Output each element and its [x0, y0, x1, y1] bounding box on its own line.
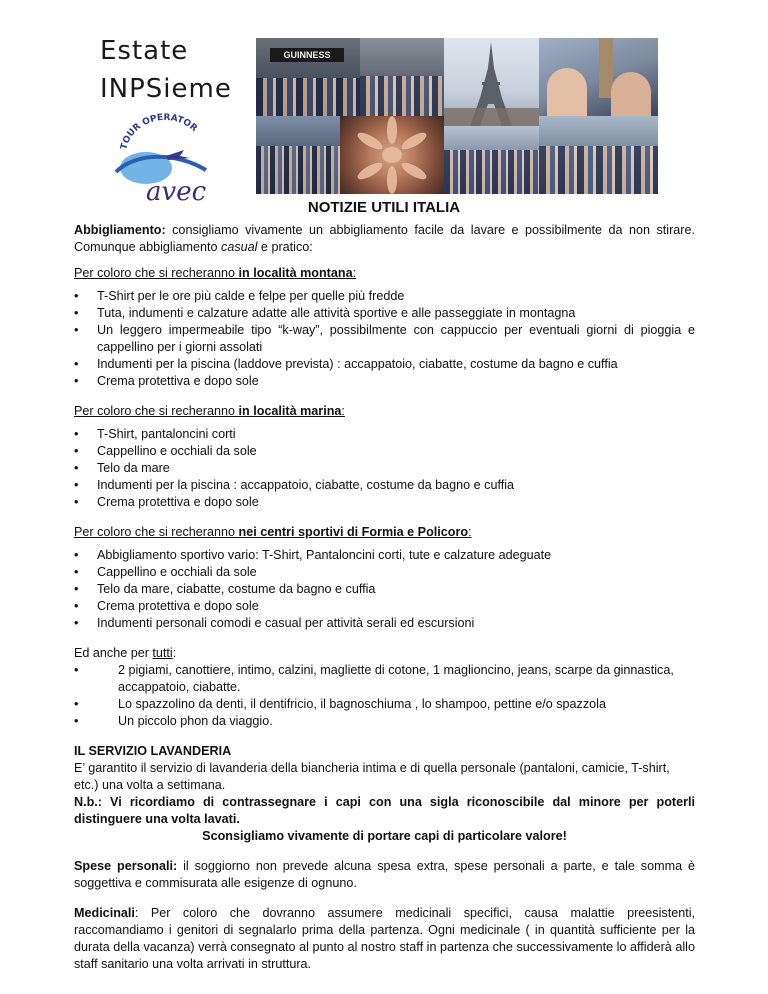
badge-name-text: avec — [146, 177, 207, 207]
list-item: • Indumenti per la piscina (laddove prevista) : accappatoio, ciabatte, costume da bagno e cuffia — [74, 356, 695, 373]
medicinali-label: Medicinali — [74, 906, 135, 920]
list-item: • Tuta, indumenti e calzature adatte alle attività sportive e alle passeggiate in montagna — [74, 305, 695, 322]
photo-large-group — [444, 126, 539, 194]
logo-line-1: Estate — [100, 36, 189, 66]
plane-icon — [166, 150, 190, 160]
list-item: • Lo spazzolino da denti, il dentifricio, il bagnoschiuma , lo shampoo, pettine e/o spazzola — [74, 696, 695, 713]
marina-heading: Per coloro che si recheranno in località marina: — [74, 404, 345, 418]
photo-eiffel-tower — [444, 38, 539, 126]
medicinali-paragraph — [74, 905, 695, 973]
abbigliamento-paragraph — [74, 222, 695, 256]
tutti-heading: Ed anche per tutti: — [74, 646, 177, 660]
guinness-sign-text: GUINNESS — [283, 50, 331, 60]
photo-group-street — [360, 38, 444, 116]
abbigliamento-label: Abbigliamento: — [74, 223, 166, 237]
medicinali-text: : Per coloro che dovranno assumere medicinali specifici, causa malattie preesistenti, raccomandiamo i genitori di segnalarlo prima della partenza. Ogni medicinale ( in quantità sufficiente per la durata della vacanza) verrà consegnato al punto al nostro staff in partenza che successivamente lo affiderà allo staff sanitario una volta arrivati in struttura. — [74, 906, 695, 971]
photo-collage — [256, 38, 658, 194]
spese-text: il soggiorno non prevede alcuna spesa extra, spese personali a parte, e tale somma è soggettiva e commisurata alle esigenze di ognuno. — [74, 859, 695, 890]
list-item: • Cappellino e occhiali da sole — [74, 564, 695, 581]
abbigliamento-text-2: e pratico: — [257, 240, 313, 254]
badge-top-text: TOUR OPERATOR — [119, 112, 199, 151]
logo-line-2: INPSieme — [100, 74, 232, 104]
photo-crowd-stadium — [256, 116, 340, 194]
list-item: • Cappellino e occhiali da sole — [74, 443, 695, 460]
list-item: • T-Shirt, pantaloncini corti — [74, 426, 695, 443]
lavanderia-heading: IL SERVIZIO LAVANDERIA — [74, 744, 232, 758]
list-item: • Un leggero impermeabile tipo “k-way”, possibilmente con cappuccio per eventuali giorni di pioggia e cappellino per i giorni assolati — [74, 322, 695, 356]
photo-selfie-big-ben — [539, 38, 658, 116]
abbigliamento-casual: casual — [221, 240, 258, 254]
avec-tour-operator-badge — [106, 112, 224, 208]
list-item: • Telo da mare — [74, 460, 695, 477]
page-title: NOTIZIE UTILI ITALIA — [307, 199, 461, 216]
list-item: • Crema protettiva e dopo sole — [74, 373, 695, 390]
photo-group-guinness — [256, 38, 360, 116]
lavanderia-nb: N.b.: Vi ricordiamo di contrassegnare i capi con una sigla riconoscibile dal minore per poterli distinguere una volta lavati. — [74, 795, 695, 826]
list-item: • T-Shirt per le ore più calde e felpe per quelle più fredde — [74, 288, 695, 305]
sportivi-list — [74, 547, 695, 632]
spese-paragraph — [74, 858, 695, 892]
list-item: • 2 pigiami, canottiere, intimo, calzini, magliette di cotone, 1 maglioncino, jeans, scarpe da ginnastica, accappatoio, ciabatte. — [74, 662, 695, 696]
tutti-list — [74, 662, 695, 730]
list-item: • Abbigliamento sportivo vario: T-Shirt, Pantaloncini corti, tute e calzature adeguate — [74, 547, 695, 564]
marina-list — [74, 426, 695, 511]
montana-heading: Per coloro che si recheranno in località montana: — [74, 266, 357, 280]
eiffel-tower-icon — [444, 38, 539, 126]
list-item: • Crema protettiva e dopo sole — [74, 598, 695, 615]
list-item: • Un piccolo phon da viaggio. — [74, 713, 695, 730]
lavanderia-warning: Sconsigliamo vivamente di portare capi di particolare valore! — [202, 829, 567, 843]
list-item: • Indumenti per la piscina : accappatoio, ciabatte, costume da bagno e cuffia — [74, 477, 695, 494]
photo-hands-together — [340, 116, 444, 194]
photo-group-outdoors — [539, 116, 658, 194]
list-item: • Crema protettiva e dopo sole — [74, 494, 695, 511]
spese-label: Spese personali: — [74, 859, 178, 873]
montana-list — [74, 288, 695, 390]
document-body — [74, 222, 695, 973]
estate-inpsieme-logo — [100, 36, 250, 207]
abbigliamento-text-1: consigliamo vivamente un abbigliamento facile da lavare e possibilmente da non stirare. Comunque abbigliamento — [74, 223, 695, 254]
list-item: • Telo da mare, ciabatte, costume da bagno e cuffia — [74, 581, 695, 598]
sportivi-heading: Per coloro che si recheranno nei centri sportivi di Formia e Policoro: — [74, 525, 472, 539]
list-item: • Indumenti personali comodi e casual per attività serali ed escursioni — [74, 615, 695, 632]
lavanderia-text: E’ garantito il servizio di lavanderia della biancheria intima e di quella personale (pantaloni, camicie, T-shirt, etc.) una volta a settimana. — [74, 761, 670, 792]
